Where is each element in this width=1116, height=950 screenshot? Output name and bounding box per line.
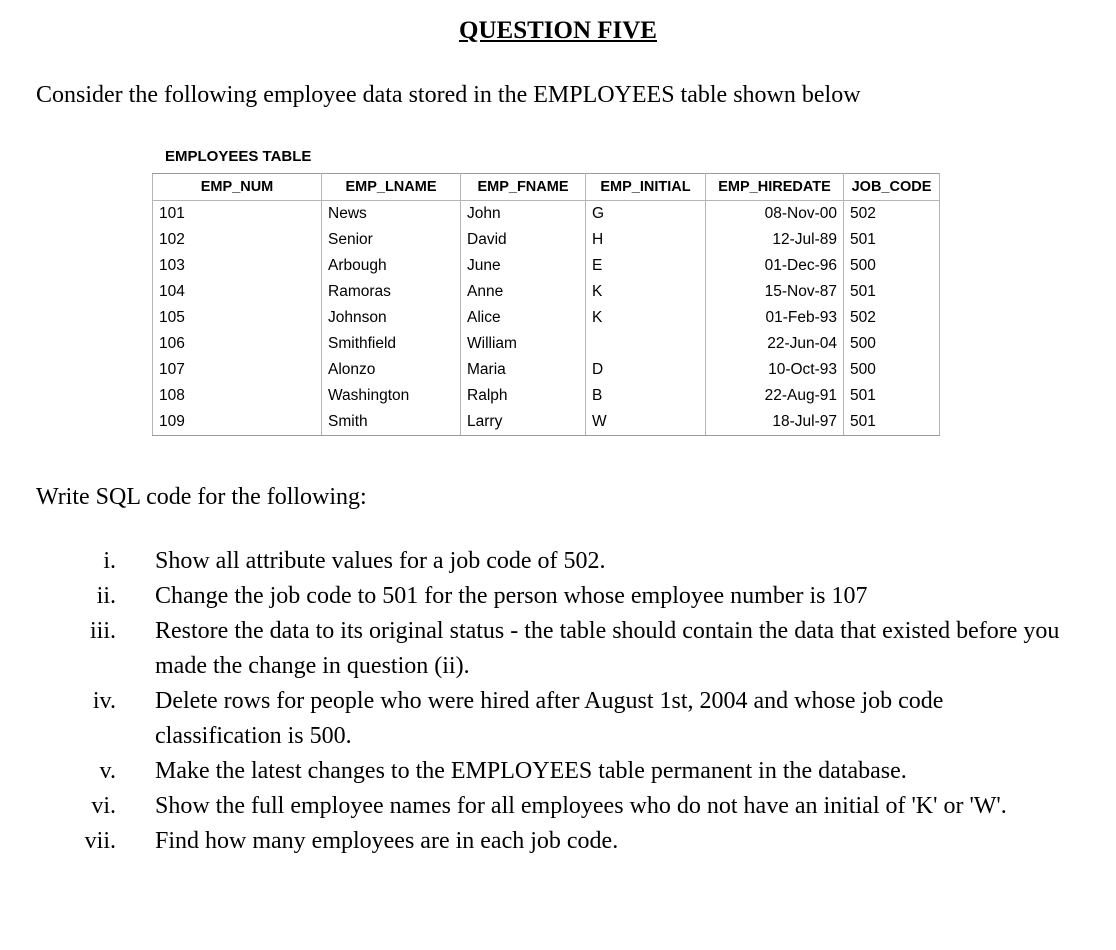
cell-emp-lname: Smithfield [322, 331, 461, 357]
cell-emp-num: 103 [153, 253, 322, 279]
cell-emp-initial: G [586, 201, 706, 228]
column-header-emp-initial: EMP_INITIAL [586, 174, 706, 201]
cell-job-code: 500 [844, 357, 940, 383]
cell-emp-hiredate: 10-Oct-93 [706, 357, 844, 383]
question-list [0, 544, 1070, 859]
cell-emp-lname: Ramoras [322, 279, 461, 305]
question-number: v. [99, 758, 116, 784]
cell-emp-num: 105 [153, 305, 322, 331]
intro-text: Consider the following employee data stored in the EMPLOYEES table shown below [36, 82, 861, 108]
cell-emp-lname: Senior [322, 227, 461, 253]
question-text: Find how many employees are in each job code. [155, 828, 619, 854]
cell-job-code: 500 [844, 331, 940, 357]
question-number: iv. [92, 688, 116, 714]
cell-emp-lname: Smith [322, 409, 461, 436]
cell-emp-lname: Johnson [322, 305, 461, 331]
question-number: vi. [91, 793, 116, 819]
table-row [153, 279, 940, 305]
cell-emp-fname: June [461, 253, 586, 279]
cell-emp-num: 109 [153, 409, 322, 436]
cell-emp-lname: Arbough [322, 253, 461, 279]
question-item [0, 684, 1070, 754]
question-text: Show the full employee names for all employees who do not have an initial of 'K' or 'W'. [155, 793, 1007, 819]
cell-emp-hiredate: 01-Feb-93 [706, 305, 844, 331]
table-row [153, 253, 940, 279]
cell-emp-lname: News [322, 201, 461, 228]
cell-emp-initial: K [586, 305, 706, 331]
question-item [0, 789, 1070, 824]
cell-emp-initial: E [586, 253, 706, 279]
cell-emp-num: 108 [153, 383, 322, 409]
question-item [0, 579, 1070, 614]
cell-job-code: 502 [844, 305, 940, 331]
cell-emp-hiredate: 12-Jul-89 [706, 227, 844, 253]
question-text: Show all attribute values for a job code of 502. [155, 548, 606, 574]
cell-emp-hiredate: 08-Nov-00 [706, 201, 844, 228]
page-title: QUESTION FIVE [459, 17, 657, 44]
question-text: Restore the data to its original status - the table should contain the data that existed before you made the change in question (ii). [155, 618, 1060, 679]
question-item [0, 614, 1070, 684]
cell-emp-initial: W [586, 409, 706, 436]
cell-emp-fname: Alice [461, 305, 586, 331]
question-number: vii. [84, 828, 116, 854]
cell-emp-hiredate: 01-Dec-96 [706, 253, 844, 279]
column-header-job-code: JOB_CODE [844, 174, 940, 201]
cell-job-code: 501 [844, 383, 940, 409]
cell-emp-num: 102 [153, 227, 322, 253]
cell-emp-hiredate: 22-Aug-91 [706, 383, 844, 409]
cell-emp-fname: David [461, 227, 586, 253]
question-item [0, 824, 1070, 859]
cell-emp-initial [586, 331, 706, 357]
cell-emp-num: 104 [153, 279, 322, 305]
cell-emp-fname: William [461, 331, 586, 357]
cell-job-code: 501 [844, 409, 940, 436]
table-row [153, 409, 940, 436]
column-header-emp-num: EMP_NUM [153, 174, 322, 201]
question-text: Delete rows for people who were hired after August 1st, 2004 and whose job code classification is 500. [155, 688, 944, 749]
cell-emp-initial: B [586, 383, 706, 409]
table-row [153, 383, 940, 409]
column-header-emp-hiredate: EMP_HIREDATE [706, 174, 844, 201]
cell-emp-fname: Anne [461, 279, 586, 305]
instructions-heading: Write SQL code for the following: [36, 484, 367, 510]
cell-emp-lname: Alonzo [322, 357, 461, 383]
question-item [0, 544, 1070, 579]
cell-emp-fname: John [461, 201, 586, 228]
cell-emp-hiredate: 15-Nov-87 [706, 279, 844, 305]
table-body [153, 201, 940, 436]
cell-emp-num: 107 [153, 357, 322, 383]
table-row [153, 357, 940, 383]
table-header-row [153, 174, 940, 201]
question-item [0, 754, 1070, 789]
cell-emp-initial: H [586, 227, 706, 253]
cell-emp-lname: Washington [322, 383, 461, 409]
column-header-emp-lname: EMP_LNAME [322, 174, 461, 201]
question-number: iii. [89, 618, 116, 644]
table-row [153, 201, 940, 228]
cell-emp-initial: D [586, 357, 706, 383]
question-text: Make the latest changes to the EMPLOYEES table permanent in the database. [155, 758, 907, 784]
question-number: i. [103, 548, 116, 574]
cell-job-code: 500 [844, 253, 940, 279]
table-row [153, 227, 940, 253]
column-header-emp-fname: EMP_FNAME [461, 174, 586, 201]
cell-emp-num: 106 [153, 331, 322, 357]
table-row [153, 305, 940, 331]
cell-emp-fname: Larry [461, 409, 586, 436]
cell-emp-initial: K [586, 279, 706, 305]
employees-table [152, 173, 940, 436]
cell-job-code: 501 [844, 227, 940, 253]
table-caption: EMPLOYEES TABLE [165, 148, 312, 165]
table-row [153, 331, 940, 357]
cell-emp-num: 101 [153, 201, 322, 228]
cell-emp-hiredate: 22-Jun-04 [706, 331, 844, 357]
question-number: ii. [96, 583, 116, 609]
cell-job-code: 502 [844, 201, 940, 228]
cell-job-code: 501 [844, 279, 940, 305]
cell-emp-fname: Maria [461, 357, 586, 383]
cell-emp-fname: Ralph [461, 383, 586, 409]
cell-emp-hiredate: 18-Jul-97 [706, 409, 844, 436]
question-text: Change the job code to 501 for the person whose employee number is 107 [155, 583, 868, 609]
